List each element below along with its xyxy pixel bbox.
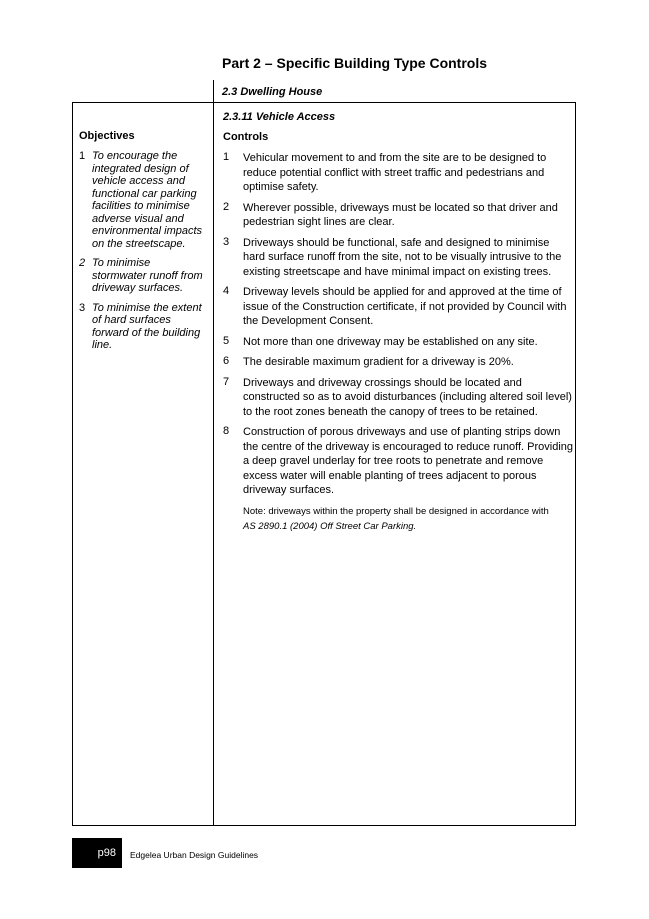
- objective-item: [79, 257, 207, 295]
- control-item: [223, 376, 573, 420]
- control-text: The desirable maximum gradient for a driveway is 20%.: [243, 356, 514, 368]
- objective-number: 2: [79, 257, 86, 269]
- column-divider-top: [213, 80, 214, 102]
- objective-number: 1: [79, 150, 86, 162]
- control-item: [223, 335, 573, 350]
- control-item: [223, 425, 573, 498]
- control-item: [223, 285, 573, 329]
- objective-text: To encourage the integrated design of vehicle access and functional car parking facilities to minimise adverse visual and environmental impacts on the streetscape.: [92, 150, 203, 250]
- section-label: 2.3 Dwelling House: [222, 86, 323, 98]
- objective-item: [79, 150, 207, 250]
- controls-column: [223, 111, 573, 534]
- control-number: 2: [223, 200, 230, 213]
- control-number: 7: [223, 375, 230, 388]
- control-item: [223, 236, 573, 280]
- control-text: Driveways and driveway crossings should be located and constructed so as to avoid disturbances (including altered soil level) to the root zones beneath the canopy of trees to be retained.: [243, 376, 572, 418]
- control-text: Construction of porous driveways and use of planting strips down the centre of the driveway is encouraged to reduce runoff. Providing a deep gravel underlay for tree roots to penetrate and remove excess water will enable planting of trees adjacent to porous driveway surfaces.: [243, 426, 573, 496]
- objective-number: 3: [79, 301, 86, 314]
- control-number: 6: [223, 355, 230, 367]
- footer-title: Edgelea Urban Design Guidelines: [130, 850, 259, 860]
- control-number: 4: [223, 285, 230, 297]
- content-frame: [72, 102, 576, 826]
- control-text: Wherever possible, driveways must be located so that driver and pedestrian sight lines are clear.: [243, 201, 558, 228]
- control-text: Driveways should be functional, safe and designed to minimise hard surface runoff from the site, not to be visually intrusive to the existing streetscape and have minimal impact on existing trees.: [243, 236, 562, 278]
- control-item: [223, 355, 573, 370]
- objective-item: [79, 302, 207, 352]
- control-number: 5: [223, 334, 230, 347]
- control-item: [223, 151, 573, 195]
- control-item: [223, 201, 573, 230]
- control-text: Not more than one driveway may be established on any site.: [243, 335, 538, 348]
- subsection-heading: 2.3.11 Vehicle Access: [223, 111, 336, 123]
- note-text: Note: driveways within the property shall be designed in accordance with: [243, 505, 549, 517]
- objective-text: To minimise stormwater runoff from driveway surfaces.: [92, 257, 203, 294]
- part-title: Part 2 – Specific Building Type Controls: [222, 55, 488, 71]
- objectives-heading: Objectives: [79, 130, 135, 142]
- control-number: 8: [223, 425, 230, 437]
- objective-text: To minimise the extent of hard surfaces forward of the building line.: [92, 301, 202, 351]
- page-number: p98: [72, 838, 122, 868]
- control-number: 3: [223, 235, 230, 248]
- column-divider: [213, 103, 214, 825]
- note: [243, 504, 573, 534]
- control-text: Driveway levels should be applied for and approved at the time of issue of the Construction certificate, if not provided by Council with the Development Consent.: [243, 286, 567, 327]
- objectives-column: [79, 130, 207, 359]
- control-text: Vehicular movement to and from the site are to be designed to reduce potential conflict with street traffic and pedestrians and optimise safety.: [243, 152, 547, 193]
- control-number: 1: [223, 151, 230, 163]
- controls-heading: Controls: [223, 131, 269, 143]
- note-reference: AS 2890.1 (2004) Off Street Car Parking.: [243, 520, 417, 532]
